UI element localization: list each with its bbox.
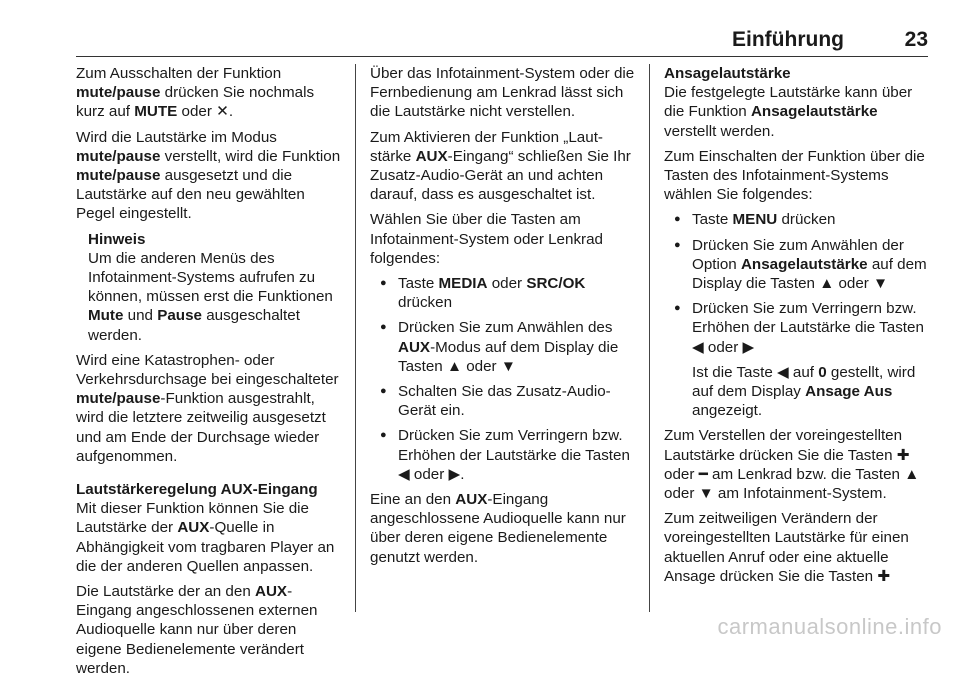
column-3	[664, 64, 934, 592]
paragraph: Eine an den AUX-Eingang angeschlossene Audioquelle kann nur über deren eigene Bedienelemente genutzt werden.	[370, 491, 626, 566]
watermark: carmanualsonline.info	[717, 614, 942, 639]
paragraph: Über das Infotainment-System oder die Fernbedienung am Lenkrad lässt sich die Lautstärke nicht verstellen.	[370, 65, 635, 121]
paragraph: Die Lautstärke der an den AUX-Eingang angeschlossenen externen Audioquelle kann nur über deren eigene Bedienelemente verändert werden.	[76, 583, 318, 677]
page-number: 23	[904, 28, 928, 51]
note-text: Um die anderen Menüs des Infotainment-Systems aufrufen zu können, müssen erst die Funktionen Mute und Pause ausgeschaltet werden.	[88, 249, 333, 344]
paragraph: Zum Aktivieren der Funktion „Laut-stärke AUX-Eingang“ schließen Sie Ihr Zusatz-Audio-Gerät an und achten darauf, dass es ausgeschaltet ist.	[370, 128, 631, 204]
column-2	[370, 64, 640, 573]
bullet-list	[664, 210, 934, 356]
paragraph: Zum Verstellen der voreingestellten Lautstärke drücken Sie die Tasten ✚ oder ━ am Lenkrad bzw. die Tasten ▲ oder ▼ am Infotainment-System.	[664, 427, 920, 503]
note-title: Hinweis	[88, 230, 146, 248]
page-header	[76, 28, 928, 56]
header-rule	[76, 56, 928, 57]
plus-icon: ✚	[877, 567, 891, 585]
list-item: ● Drücken Sie zum Anwählen der Option Ansagelautstärke auf dem Display die Tasten ▲ oder ▼	[664, 236, 934, 294]
minus-icon: ━	[698, 465, 708, 483]
list-item: ● Schalten Sie das Zusatz-Audio-Gerät ein.	[370, 382, 640, 420]
list-sub-paragraph: Ist die Taste ◀ auf 0 gestellt, wird auf dem Display Ansage Aus angezeigt.	[692, 363, 916, 420]
paragraph: Zum Ausschalten der Funktion mute/pause drücken Sie nochmals kurz auf MUTE oder ✕.	[76, 65, 315, 121]
paragraph: Wird eine Katastrophen- oder Verkehrsdurchsage bei eingeschalteter mute/pause-Funktion ausgestrahlt, wird die letztere zeitweilig ausgesetzt und am Ende der Durchsage wieder aufgenommen.	[76, 351, 339, 465]
section-heading: Lautstärkeregelung AUX-Eingang	[76, 481, 318, 499]
paragraph: Zum zeitweiligen Verändern der voreingestellten Lautstärke für einen aktuellen Anruf oder eine aktuelle Ansage drücken Sie die Tasten ✚	[664, 510, 909, 585]
plus-icon: ✚	[896, 446, 910, 464]
bullet-list	[370, 274, 640, 484]
list-item: ● Drücken Sie zum Anwählen des AUX-Modus auf dem Display die Tasten ▲ oder ▼	[370, 318, 640, 376]
list-item: ● Taste MENU drücken	[664, 210, 934, 229]
paragraph: Wird die Lautstärke im Modus mute/pause verstellt, wird die Funktion mute/pause ausgesetzt und die Lautstärke auf den neu gewählten Pegel eingestellt.	[76, 128, 341, 223]
list-item: ● Drücken Sie zum Verringern bzw. Erhöhen der Lautstärke die Tasten ◀ oder ▶	[664, 299, 934, 357]
section-heading: Ansagelautstärke	[664, 65, 791, 82]
paragraph: Mit dieser Funktion können Sie die Lautstärke der AUX-Quelle in Abhängigkeit vom tragbaren Player an die der anderen Quellen anpassen.	[76, 500, 335, 575]
note-box	[88, 230, 346, 345]
paragraph: Die festgelegte Lautstärke kann über die Funktion Ansagelautstärke verstellt werden.	[664, 84, 913, 140]
list-item: ● Drücken Sie zum Verringern bzw. Erhöhen der Lautstärke die Tasten ◀ oder ▶.	[370, 426, 640, 484]
paragraph: Wählen Sie über die Tasten am Infotainment-System oder Lenkrad folgendes:	[370, 211, 603, 267]
column-divider-2	[649, 64, 650, 612]
paragraph: Zum Einschalten der Funktion über die Tasten des Infotainment-Systems wählen Sie folgendes:	[664, 147, 925, 204]
page-title: Einführung	[732, 28, 844, 51]
column-divider-1	[355, 64, 356, 612]
list-item: ● Taste MEDIA oder SRC/OK drücken	[370, 274, 640, 312]
column-1	[76, 64, 346, 684]
mute-icon: ✕	[216, 103, 229, 121]
